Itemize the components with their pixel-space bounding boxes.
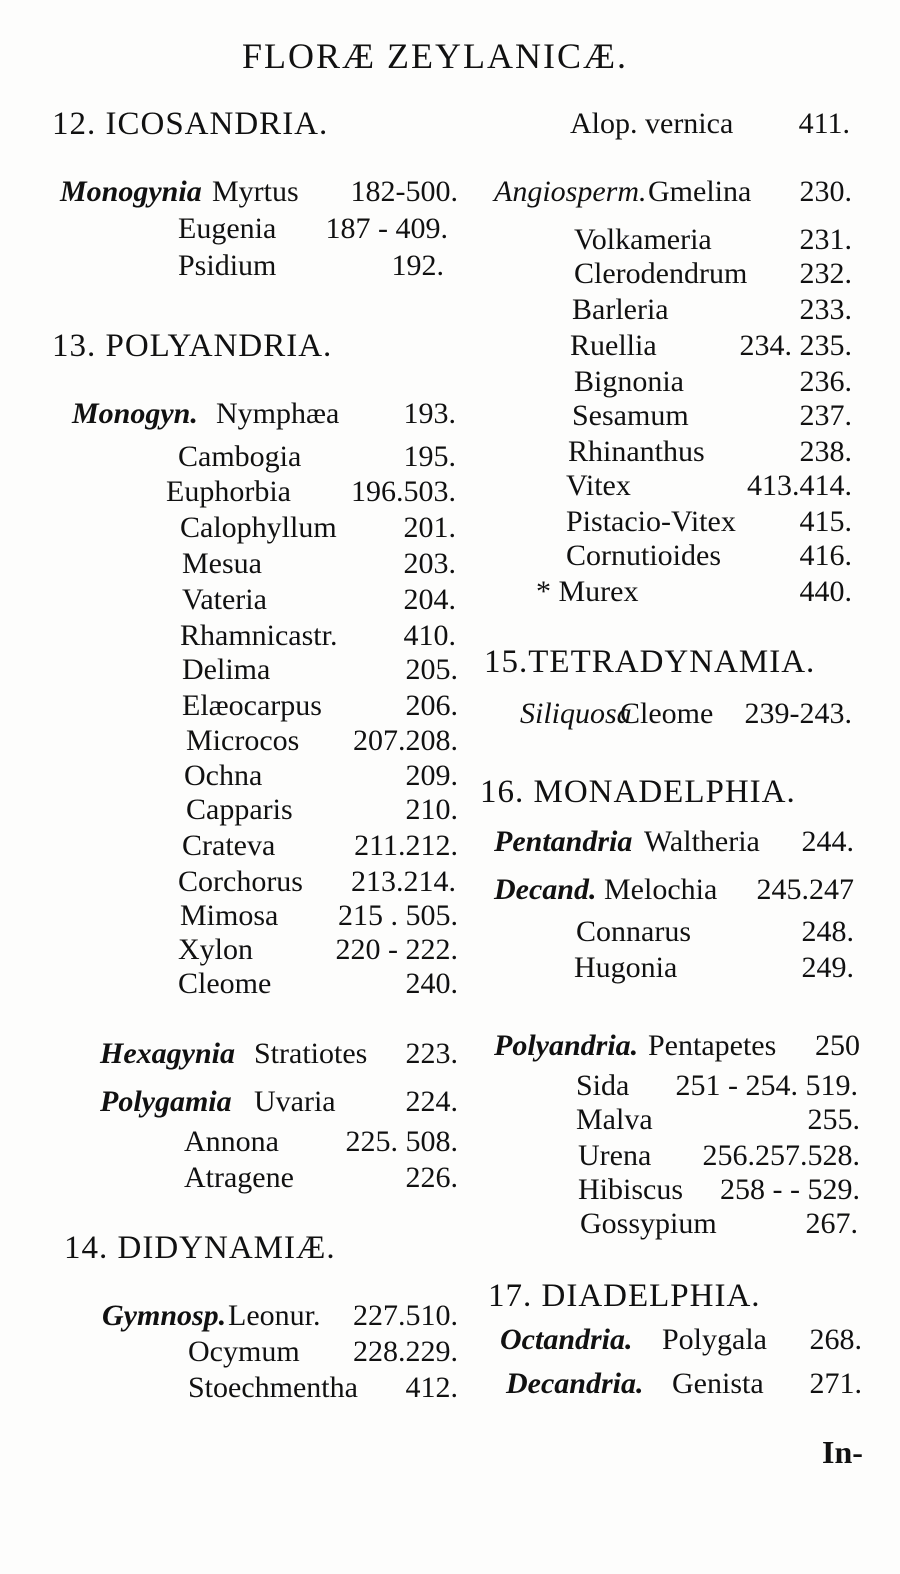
page-ref: 230. (799, 175, 852, 208)
genus-name: Ocymum (188, 1335, 300, 1368)
page-ref: 234. 235. (739, 329, 852, 362)
page-ref: 223. (405, 1037, 458, 1070)
page-ref: 232. (799, 257, 852, 290)
genus-name: Hibiscus (578, 1173, 683, 1206)
page-ref: 268. (809, 1323, 862, 1356)
list-item (184, 758, 458, 794)
list-item (186, 723, 458, 759)
list-item (184, 1124, 458, 1160)
list-item (180, 898, 458, 934)
genus-name: Stratiotes (254, 1037, 368, 1070)
list-item (566, 504, 852, 540)
list-item (186, 792, 458, 828)
page-ref: 228.229. (353, 1335, 458, 1368)
list-item (494, 1028, 860, 1064)
list-item (178, 439, 456, 475)
page-ref: 411. (798, 107, 850, 140)
page-ref: 244. (801, 825, 854, 858)
page-ref: 206. (405, 689, 458, 722)
list-item (566, 538, 852, 574)
subsection-label: Gymnosp. (102, 1299, 227, 1332)
list-item (102, 1298, 458, 1334)
list-item (100, 1084, 458, 1120)
genus-name: Barleria (572, 293, 669, 326)
page-ref: 249. (801, 951, 854, 984)
list-item (574, 256, 852, 292)
subsection-label: Siliquosa (520, 697, 632, 730)
list-item (580, 1206, 858, 1242)
page-ref: 412. (405, 1371, 458, 1404)
genus-name: Cleome (178, 967, 272, 1000)
genus-name: Corchorus (178, 865, 303, 898)
page-ref: 201. (403, 511, 456, 544)
page-ref: 203. (403, 547, 456, 580)
list-item (178, 864, 456, 900)
list-item (178, 248, 444, 284)
genus-name: Volkameria (574, 223, 712, 256)
list-item (178, 966, 458, 1002)
subsection-label: Polygamia (100, 1085, 232, 1118)
list-item (188, 1334, 458, 1370)
list-item (566, 468, 852, 504)
genus-name: Rhinanthus (568, 435, 705, 468)
list-item (572, 398, 852, 434)
subsection-label: Polyandria. (494, 1029, 639, 1062)
page-ref: 193. (403, 397, 456, 430)
list-item (578, 1172, 860, 1208)
subsection-label: Decandria. (506, 1367, 644, 1400)
list-item (180, 618, 456, 654)
list-item (570, 328, 852, 364)
page-ref: 416. (799, 539, 852, 572)
section-title-didynamia: 14. DIDYNAMIÆ. (64, 1230, 336, 1266)
genus-name: Vitex (566, 469, 631, 502)
genus-name: Euphorbia (166, 475, 291, 508)
catchword: In- (822, 1434, 863, 1470)
page-ref: 209. (405, 759, 458, 792)
subsection-label: Angiosperm. (494, 175, 647, 208)
page-ref: 238. (799, 435, 852, 468)
genus-name: Gossypium (580, 1207, 717, 1240)
subsection-label: Monogyn. (72, 397, 198, 430)
page-ref: 213.214. (351, 865, 456, 898)
genus-name: Annona (184, 1125, 279, 1158)
list-item (574, 364, 852, 400)
page-ref: 233. (799, 293, 852, 326)
list-item (568, 434, 852, 470)
list-item (520, 696, 852, 732)
page-ref: 248. (801, 915, 854, 948)
list-item (100, 1036, 458, 1072)
genus-name: Urena (578, 1139, 652, 1172)
genus-name: Ruellia (570, 329, 657, 362)
list-item (494, 824, 854, 860)
genus-name: Waltheria (644, 825, 760, 858)
list-item (500, 1322, 862, 1358)
subsection-label: Hexagynia (100, 1037, 235, 1070)
genus-name: Ochna (184, 759, 263, 792)
genus-name: Vateria (182, 583, 267, 616)
genus-name: Myrtus (212, 175, 299, 208)
genus-name: Cleome (620, 697, 714, 730)
section-title-polyandria: 13. POLYANDRIA. (52, 328, 333, 364)
page-ref: 413.414. (747, 469, 852, 502)
page-ref: 225. 508. (345, 1125, 458, 1158)
page-ref: 192. (391, 249, 444, 282)
genus-name: * Murex (536, 575, 639, 608)
list-item (60, 174, 458, 210)
page-ref: 210. (405, 793, 458, 826)
page-ref: 224. (405, 1085, 458, 1118)
list-item (494, 872, 854, 908)
page-ref: 239-243. (744, 697, 852, 730)
page-ref: 251 - 254. 519. (675, 1069, 858, 1102)
genus-name: Rhamnicastr. (180, 619, 338, 652)
genus-name: Mesua (182, 547, 262, 580)
page-ref: 220 - 222. (335, 933, 458, 966)
page-ref: 231. (799, 223, 852, 256)
genus-name: Capparis (186, 793, 293, 826)
subsection-label: Monogynia (60, 175, 202, 208)
section-title-diadelphia: 17. DIADELPHIA. (488, 1278, 761, 1314)
genus-name: Leonur. (228, 1299, 321, 1332)
list-item (178, 211, 448, 247)
subsection-label: Decand. (494, 873, 597, 906)
page-ref: 256.257.528. (702, 1139, 860, 1172)
page-ref: 240. (405, 967, 458, 1000)
section-title-tetradynamia: 15.TETRADYNAMIA. (484, 644, 816, 680)
page-ref: 205. (405, 653, 458, 686)
genus-name: Alop. vernica (570, 107, 734, 140)
genus-name: Eugenia (178, 212, 277, 245)
genus-name: Psidium (178, 249, 277, 282)
genus-name: Mimosa (180, 899, 279, 932)
section-title-monadelphia: 16. MONADELPHIA. (480, 774, 796, 810)
page-ref: 204. (403, 583, 456, 616)
page-ref: 258 - - 529. (720, 1173, 860, 1206)
genus-name: Pistacio-Vitex (566, 505, 736, 538)
page-ref: 271. (809, 1367, 862, 1400)
genus-name: Malva (576, 1103, 653, 1136)
genus-name: Bignonia (574, 365, 684, 398)
genus-name: Elæocarpus (182, 689, 322, 722)
list-item (178, 932, 458, 968)
page-ref: 255. (807, 1103, 860, 1136)
subsection-label: Octandria. (500, 1323, 633, 1356)
list-item (72, 396, 456, 432)
list-item (182, 828, 458, 864)
page-ref: 226. (405, 1161, 458, 1194)
list-item (574, 950, 854, 986)
page-header: FLORÆ ZEYLANICÆ. (242, 36, 629, 76)
page-ref: 245.247 (756, 873, 854, 906)
genus-name: Clerodendrum (574, 257, 748, 290)
list-item (182, 652, 458, 688)
section-title-icosandria: 12. ICOSANDRIA. (52, 106, 329, 142)
list-item (182, 582, 456, 618)
genus-name: Microcos (186, 724, 300, 757)
genus-name: Stoechmentha (188, 1371, 358, 1404)
genus-name: Polygala (662, 1323, 767, 1356)
genus-name: Cornutioides (566, 539, 721, 572)
list-item (578, 1138, 860, 1174)
page-ref: 207.208. (353, 724, 458, 757)
list-item (184, 1160, 458, 1196)
page-ref: 267. (805, 1207, 858, 1240)
genus-name: Pentapetes (648, 1029, 777, 1062)
list-item (570, 106, 850, 142)
page-ref: 227.510. (353, 1299, 458, 1332)
page-ref: 237. (799, 399, 852, 432)
list-item (166, 474, 456, 510)
genus-name: Cambogia (178, 440, 302, 473)
list-item (506, 1366, 862, 1402)
list-item (536, 574, 852, 610)
genus-name: Sesamum (572, 399, 689, 432)
list-item (180, 510, 456, 546)
genus-name: Xylon (178, 933, 253, 966)
genus-name: Melochia (604, 873, 718, 906)
genus-name: Connarus (576, 915, 691, 948)
list-item (574, 222, 852, 258)
genus-name: Gmelina (648, 175, 752, 208)
page-ref: 195. (403, 440, 456, 473)
list-item (572, 292, 852, 328)
subsection-label: Pentandria (494, 825, 633, 858)
genus-name: Calophyllum (180, 511, 337, 544)
page-ref: 236. (799, 365, 852, 398)
list-item (576, 914, 854, 950)
page-ref: 415. (799, 505, 852, 538)
genus-name: Atragene (184, 1161, 294, 1194)
genus-name: Nymphæa (216, 397, 340, 430)
page-ref: 440. (799, 575, 852, 608)
list-item (182, 688, 458, 724)
page-ref: 250 (815, 1029, 860, 1062)
genus-name: Delima (182, 653, 271, 686)
genus-name: Hugonia (574, 951, 678, 984)
page-ref: 182-500. (350, 175, 458, 208)
page-ref: 410. (403, 619, 456, 652)
genus-name: Crateva (182, 829, 276, 862)
genus-name: Uvaria (254, 1085, 336, 1118)
list-item (576, 1068, 858, 1104)
page-ref: 187 - 409. (325, 212, 448, 245)
genus-name: Sida (576, 1069, 630, 1102)
list-item (576, 1102, 860, 1138)
list-item (188, 1370, 458, 1406)
list-item (182, 546, 456, 582)
genus-name: Genista (672, 1367, 764, 1400)
page-ref: 215 . 505. (338, 899, 458, 932)
list-item (494, 174, 852, 210)
page-ref: 196.503. (351, 475, 456, 508)
page-ref: 211.212. (354, 829, 458, 862)
